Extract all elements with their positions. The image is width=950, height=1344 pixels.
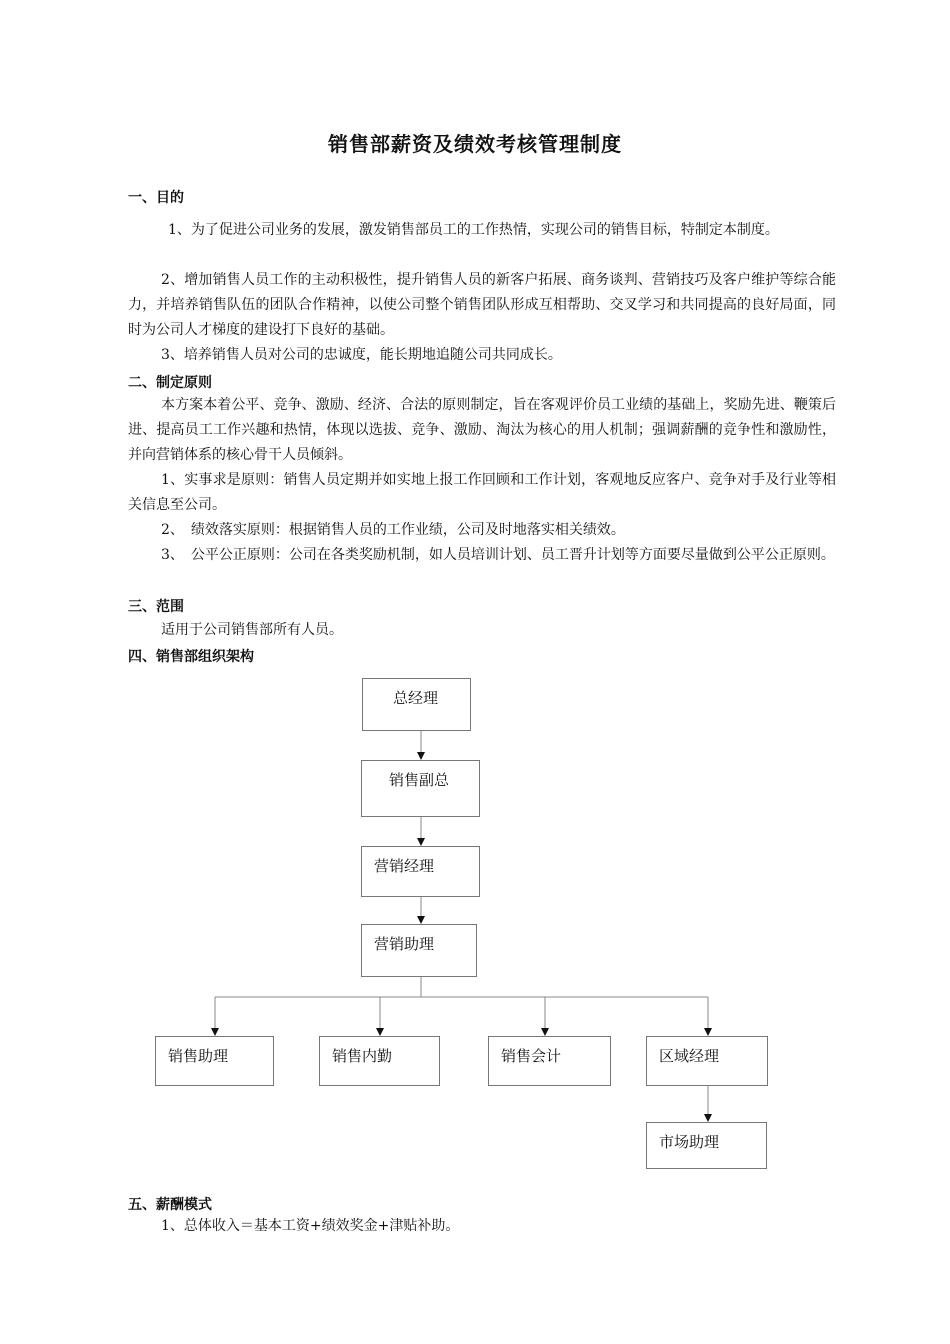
org-node-market-assistant: 市场助理: [646, 1122, 767, 1169]
principles-paragraph-2: 1、实事求是原则：销售人员定期并如实地上报工作回顾和工作计划，客观地反应客户、竞争对手及行业等相关信息至公司。: [128, 472, 836, 513]
org-node-sales-internal: 销售内勤: [319, 1036, 440, 1086]
org-node-regional-manager: 区域经理: [646, 1036, 768, 1086]
org-node-marketing-assistant: 营销助理: [361, 924, 477, 977]
principles-paragraph-4: 3、 公平公正原则：公司在各类奖励机制，如人员培训计划、员工晋升计划等方面要尽量做到公平公正原则。: [161, 547, 835, 563]
principles-paragraph-1: 本方案本着公平、竞争、激励、经济、合法的原则制定，旨在客观评价员工业绩的基础上，奖励先进、鞭策后进、提高员工工作兴趣和热情，体现以选拔、竞争、激励、淘汰为核心的用人机制；强调薪酬的竞争性和激励性，并向营销体系的核心骨干人员倾斜。: [128, 397, 836, 463]
principles-paragraph-3: 2、 绩效落实原则：根据销售人员的工作业绩，公司及时地落实相关绩效。: [161, 522, 625, 538]
purpose-paragraph-3: 3、培养销售人员对公司的忠诚度，能长期地追随公司共同成长。: [161, 347, 562, 363]
section-heading-pay: 五、薪酬模式: [128, 1197, 212, 1213]
section-heading-purpose: 一、目的: [128, 190, 184, 206]
org-node-general-manager: 总经理: [362, 678, 471, 731]
document-title: 销售部薪资及绩效考核管理制度: [328, 132, 622, 156]
section-heading-principles: 二、制定原则: [128, 375, 212, 391]
purpose-paragraph-2: 2、增加销售人员工作的主动积极性，提升销售人员的新客户拓展、商务谈判、营销技巧及客户维护等综合能力，并培养销售队伍的团队合作精神，以使公司整个销售团队形成互相帮助、交叉学习和共同提高的良好局面，同时为公司人才梯度的建设打下良好的基础。: [128, 272, 836, 338]
org-node-sales-assistant: 销售助理: [155, 1036, 274, 1086]
org-node-sales-vp: 销售副总: [361, 760, 480, 817]
section-heading-scope: 三、范围: [128, 599, 184, 615]
scope-paragraph: 适用于公司销售部所有人员。: [161, 622, 343, 638]
pay-paragraph-1: 1、总体收入＝基本工资+绩效奖金+津贴补助。: [161, 1218, 460, 1234]
org-node-marketing-manager: 营销经理: [361, 846, 480, 897]
section-heading-org: 四、销售部组织架构: [128, 649, 254, 665]
org-node-sales-accountant: 销售会计: [488, 1036, 611, 1086]
purpose-paragraph-1: 1、为了促进公司业务的发展，激发销售部员工的工作热情，实现公司的销售目标，特制定本制度。: [168, 222, 779, 238]
